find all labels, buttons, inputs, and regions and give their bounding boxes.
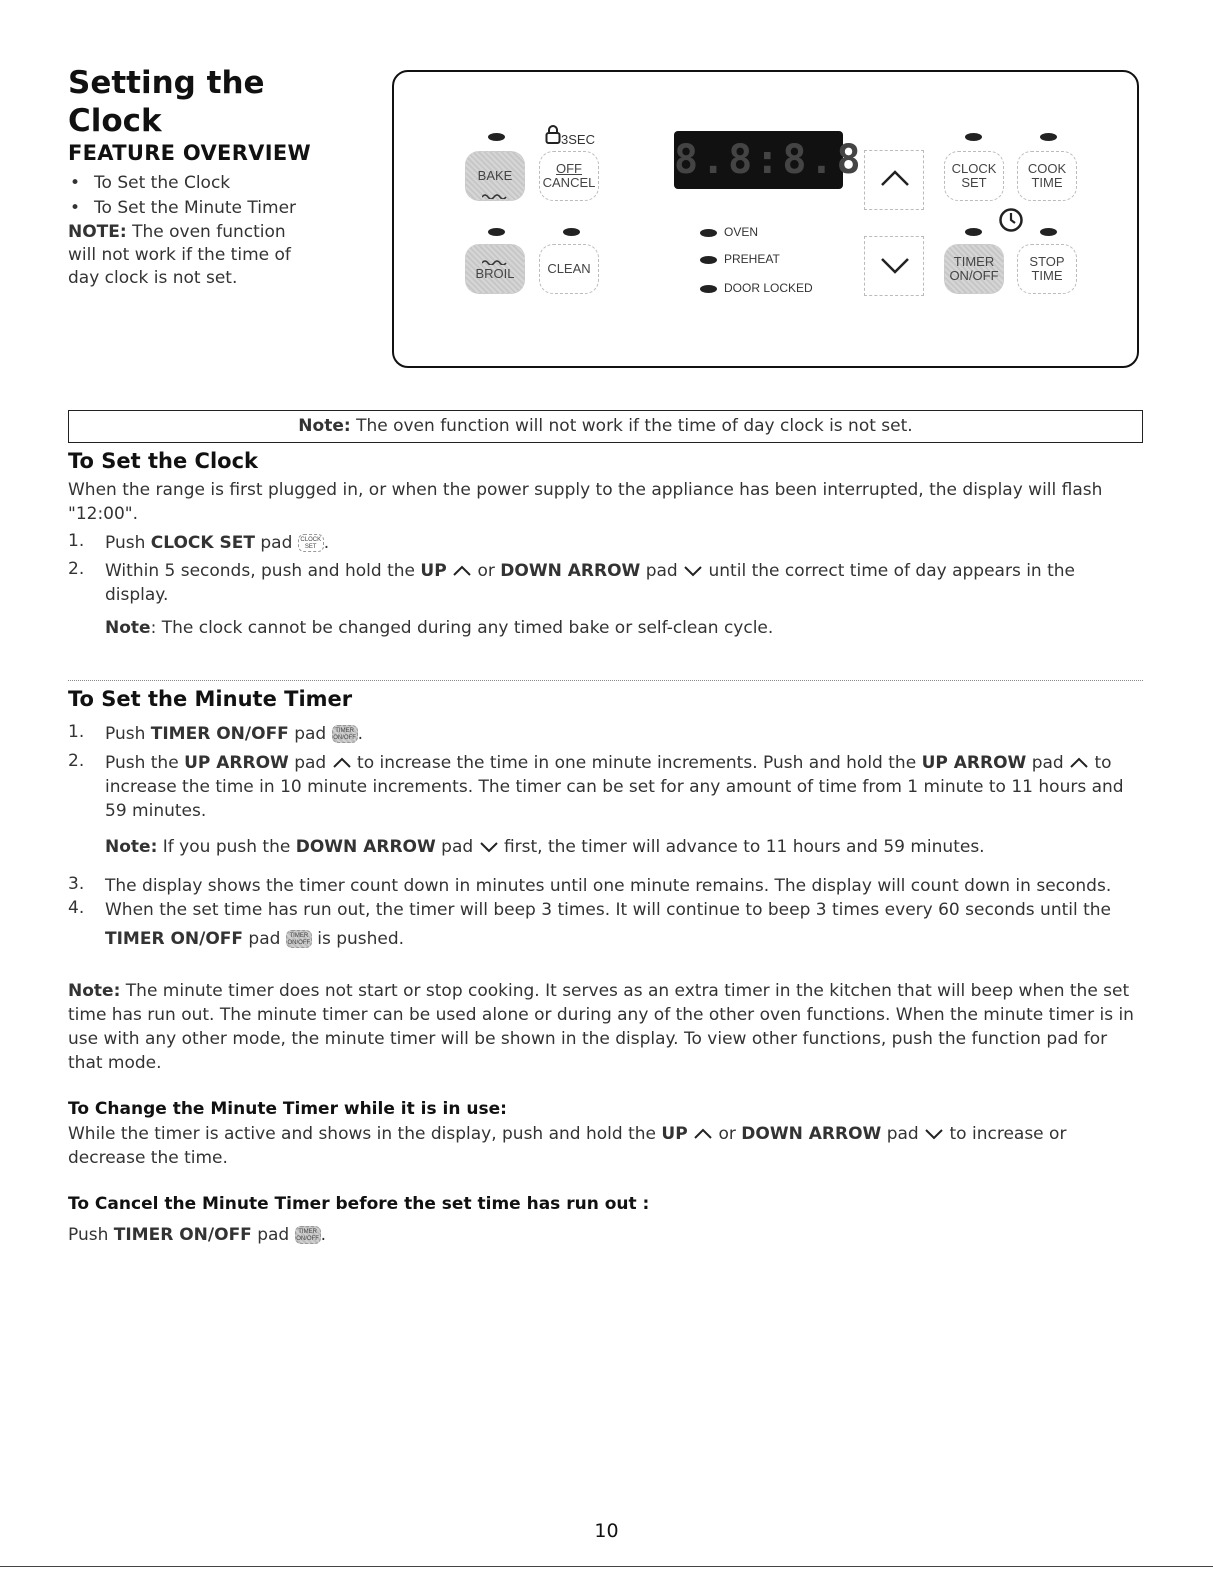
step-text: to increase the time in 10 minute increments. The timer can be set for any amount of time from 1 minute to 11 hours and 59 minutes. [105,753,1124,821]
feature-item: • To Set the Minute Timer [68,196,296,221]
stop-label: STOP [1029,254,1065,269]
door-locked-label: DOOR LOCKED [724,281,813,295]
timer-step-3: The display shows the timer count down in minutes until one minute remains. The display will count down in seconds. [105,876,1112,896]
oven-label: OVEN [724,225,759,239]
indicator-led [1040,133,1057,141]
oven-led [700,229,717,237]
timer-general-note [68,979,1143,1075]
stop-time-pad[interactable] [1017,244,1077,294]
timer-step-1 [105,722,1135,746]
timer-step-4 [105,898,1135,922]
note-text: pad [435,837,479,857]
mini-pad-label: ON/OFF [333,735,356,741]
timer-label: TIMER [953,254,995,269]
stop-time-label: TIME [1031,268,1063,283]
note-box-label: Note: [298,416,351,436]
indicator-led [488,133,505,141]
preheat-led [700,256,717,264]
clean-label: CLEAN [547,261,591,276]
timer-on-off-pad[interactable] [944,244,1004,294]
step-bold: UP ARROW [184,753,289,773]
step-bold: TIMER ON/OFF [150,724,289,744]
step-bold: UP [661,1124,688,1144]
step-text: pad [1026,753,1070,773]
step-bold: DOWN ARROW [741,1124,882,1144]
up-arrow-icon [452,565,472,577]
step-number: 1. [68,531,85,551]
note-text: If you push the [157,837,296,857]
step-text: pad [243,929,286,949]
mini-pad-label: TIMER [298,1229,317,1235]
wave-icon [482,250,508,269]
page-number: 10 [594,1520,619,1542]
down-arrow-icon [924,1128,944,1140]
change-timer-text [68,1122,1143,1170]
down-arrow-icon [479,841,499,853]
clock-set-pad-icon [298,534,324,552]
page-title: Setting the Clock [68,65,265,139]
note-text: The minute timer does not start or stop cooking. It serves as an extra timer in the kitchen that will beep when the set time has run out. The minute timer can be used alone or during any of the other oven functions. When the minute timer is in use with any other mode, the minute timer will be shown in the display. To view other functions, push the function pad for that mode. [68,981,1134,1073]
indicator-led [1040,228,1057,236]
off-cancel-pad[interactable] [539,151,599,201]
up-arrow-icon [693,1128,713,1140]
up-arrow-icon [332,757,352,769]
note-text: : The clock cannot be changed during any timed bake or self-clean cycle. [150,618,774,638]
clock-icon [998,207,1024,237]
up-arrow-icon [880,169,910,189]
mini-pad-label: TIMER [289,933,309,939]
step-bold: DOWN ARROW [500,561,641,581]
clock-step-2 [105,559,1135,607]
set-label: SET [961,175,987,190]
step-text: When the set time has run out, the timer will beep 3 times. It will continue to beep 3 times every 60 seconds until the [105,900,1112,920]
mini-pad-label: CLOCK [300,537,322,543]
step-text: to increase or decrease the time. [68,1124,1067,1168]
up-arrow-icon [1069,757,1089,769]
step-bold: UP [420,561,447,581]
timer-pad-icon [286,930,312,948]
indicator-led [965,133,982,141]
note-box-text: The oven function will not work if the time of day clock is not set. [350,416,913,436]
step-text: While the timer is active and shows in the display, push and hold the [68,1124,662,1144]
control-panel-diagram [392,70,1139,368]
indicator-led [965,228,982,236]
cancel-label: CANCEL [542,175,596,190]
step-text: . [357,724,364,744]
door-locked-led [700,285,717,293]
note-label: Note: [105,837,158,857]
mini-pad-label: SET [304,544,317,550]
section-divider [68,680,1143,681]
note-label: Note: [68,981,121,1001]
down-arrow-icon [880,255,910,275]
step-text: Push [105,533,151,553]
step-text: Push the [105,753,185,773]
timer-pad-icon [295,1226,321,1244]
digital-display: 8.8:8.8 [674,131,843,189]
mini-pad-label: ON/OFF [287,940,311,946]
preheat-label: PREHEAT [724,252,780,266]
step-number: 2. [68,751,85,771]
note-label: Note [105,618,151,638]
clean-pad[interactable] [539,244,599,294]
timer-step-2 [105,751,1135,823]
feature-list [68,171,296,221]
cancel-timer-heading: To Cancel the Minute Timer before the set time has run out : [68,1194,650,1214]
step-text: pad [881,1124,925,1144]
step-number: 4. [68,898,85,918]
note-text: The oven function will not work if the time of day clock is not set. [68,222,291,288]
cancel-timer-text [68,1223,1143,1247]
clock-step-1 [105,531,1135,555]
note-text: first, the timer will advance to 11 hours and 59 minutes. [498,837,985,857]
broil-label: BROIL [475,266,515,281]
cook-label: COOK [1027,161,1067,176]
bottom-rule [0,1566,1213,1567]
clock-set-pad[interactable] [944,151,1004,201]
indicator-led [563,228,580,236]
indicator-led [488,228,505,236]
step-text: Push [68,1225,114,1245]
down-arrow-pad[interactable] [864,236,924,296]
cook-time-label: TIME [1031,175,1063,190]
step-bold: CLOCK SET [150,533,255,553]
step-number: 2. [68,559,85,579]
clock-label: CLOCK [951,161,997,176]
bake-label: BAKE [477,168,513,183]
padlock-icon [545,124,561,148]
step-number: 1. [68,722,85,742]
step-text: to increase the time in one minute increments. Push and hold the [351,753,922,773]
down-arrow-icon [683,565,703,577]
step-bold: UP ARROW [921,753,1027,773]
off-label: OFF [556,161,582,176]
feature-overview-heading: FEATURE OVERVIEW [68,141,311,165]
note-bold: DOWN ARROW [295,837,436,857]
timer-note [105,835,1135,859]
feature-note [68,221,318,290]
timer-section-title: To Set the Minute Timer [68,687,353,711]
step-text: Within 5 seconds, push and hold the [105,561,421,581]
step-text: or [713,1124,742,1144]
step-text: pad [254,533,298,553]
wave-icon [482,184,508,203]
step-text: pad [288,724,332,744]
step-text: pad [640,561,684,581]
on-off-label: ON/OFF [949,268,999,283]
mini-pad-label: ON/OFF [296,1236,319,1242]
cook-time-pad[interactable] [1017,151,1077,201]
step-text: until the correct time of day appears in the display. [105,561,1076,605]
step-number: 3. [68,874,85,894]
note-label: NOTE: [68,222,127,242]
clock-note [105,616,1135,640]
step-text: pad [251,1225,295,1245]
step-text: Push [105,724,151,744]
step-text: is pushed. [311,929,405,949]
clock-intro: When the range is first plugged in, or when the power supply to the appliance has been interrupted, the display will flash "12:00". [68,480,1103,524]
three-sec-label: 3SEC [561,132,595,147]
clock-section-title: To Set the Clock [68,449,258,473]
timer-pad-icon [332,725,358,743]
step-text: or [472,561,501,581]
step-text: . [323,533,330,553]
step-text: . [320,1225,327,1245]
step-bold: TIMER ON/OFF [105,929,244,949]
up-arrow-pad[interactable] [864,150,924,210]
change-timer-heading: To Change the Minute Timer while it is in use: [68,1099,507,1119]
step-text: pad [288,753,332,773]
mini-pad-label: TIMER [335,728,354,734]
step-bold: TIMER ON/OFF [113,1225,252,1245]
timer-step-4-cont [105,927,1135,951]
note-box [68,410,1143,443]
feature-item: • To Set the Clock [68,171,296,196]
